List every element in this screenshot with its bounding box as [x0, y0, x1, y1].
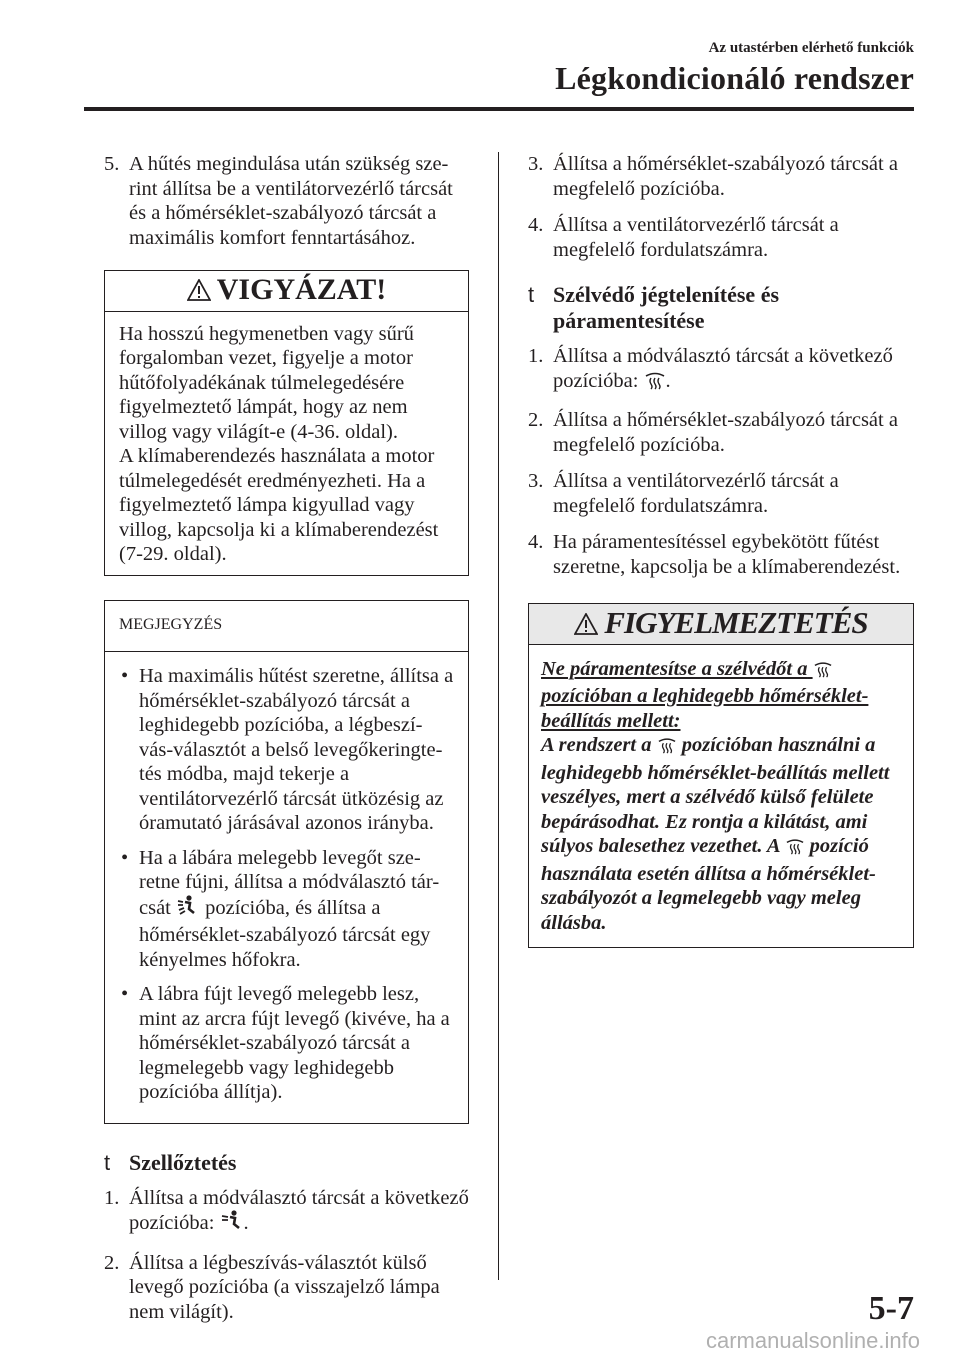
defrost-step-2 — [528, 408, 914, 457]
bullet-text: Ha maximális hűtést szeretne, állítsa a hőmérséklet-szabályozó tárcsát a leghidegebb pozícióba, a légbeszí-vás-választót a belső levegőkeringte-tés módba, majd tekerje a ventilátorvezérlő tárcsát ütközésig az óramutató járásával azonos irányba. — [139, 665, 454, 834]
vent-step-2 — [104, 1251, 469, 1325]
step-text: Állítsa a ventilátorvezérlő tárcsát a megfelelő fordulatszámra. — [553, 470, 839, 517]
caution-paragraph: A klímaberendezés használata a motor túlmelegedését eredményezheti. Ha a figyelmeztető lámpa kigyullad vagy villog, kapcsolja ki a klímaberendezést (7-29. oldal). — [119, 445, 439, 565]
vent-mode-icon — [220, 1210, 244, 1239]
step-text: Állítsa a légbeszívás-választót külső levegő pozícióba (a visszajelző lámpa nem világít). — [129, 1251, 440, 1323]
vent-floor-mode-icon — [176, 895, 200, 924]
warning-paragraph — [541, 733, 899, 935]
bullet-dot: • — [121, 983, 129, 1005]
note-box — [104, 600, 469, 1124]
vent-step-1 — [104, 1186, 469, 1239]
bullet-text: pozícióba, és állítsa a hőmérséklet-szabályozó tárcsát egy kényelmes hőfokra. — [139, 896, 431, 971]
step-3 — [528, 152, 914, 201]
defrost-step-1 — [528, 344, 914, 396]
windshield-defrost-icon — [644, 370, 666, 397]
caution-box — [104, 270, 469, 576]
windshield-defrost-icon — [657, 736, 677, 761]
warning-text: pozíció használata esetén állítsa a hőmérséklet-szabályozót a legmelegebb vagy meleg állásba. — [541, 835, 876, 934]
warning-header — [529, 604, 913, 645]
warning-box — [528, 603, 914, 948]
page-title: Légkondicionáló rendszer — [555, 60, 914, 96]
caution-body — [105, 312, 468, 575]
note-bullet — [119, 982, 454, 1105]
step-number: 4. — [528, 214, 544, 236]
caution-paragraph: Ha hosszú hegymenetben vagy sűrű forgalomban vezet, figyelje a motor hűtőfolyadékának túlmelegedésére figyelmeztető lámpát, hogy az nem villog vagy világít-e (4-36. oldal). — [119, 322, 414, 443]
step-text: Állítsa a hőmérséklet-szabályozó tárcsát a megfelelő pozícióba. — [553, 409, 898, 456]
section-title: Szélvédő jégtelenítése és páramentesítése — [553, 282, 780, 333]
warning-underlined — [541, 657, 899, 734]
step-4 — [528, 213, 914, 262]
header-section: Az utastérben elérhető funkciók — [708, 40, 914, 56]
step-number: 1. — [104, 1186, 120, 1209]
step-text: A hűtés megindulása után szükség sze-rint állítsa be a ventilátorvezérlő tárcsát és a hőmérséklet-szabályozó tárcsát a maximális komfort fenntartásához. — [129, 153, 453, 249]
section-marker: t — [104, 1149, 111, 1175]
section-heading-defrost — [528, 282, 914, 334]
header-rule — [84, 107, 914, 111]
section-title: Szellőztetés — [129, 1149, 237, 1175]
warning-title: FIGYELMEZTETÉS — [604, 605, 868, 640]
step-number: 5. — [104, 153, 120, 175]
step-end: . — [243, 1212, 249, 1234]
step-text: Állítsa a ventilátorvezérlő tárcsát a megfelelő fordulatszámra. — [553, 214, 839, 261]
warning-text: pozícióban a leghidegebb hőmérséklet-beállítás mellett: — [541, 685, 869, 732]
step-number: 2. — [104, 1251, 120, 1274]
step-number: 2. — [528, 409, 544, 431]
bullet-dot: • — [121, 665, 129, 687]
warning-text: pozícióban használni a leghidegebb hőmérséklet-beállítás mellett veszélyes, mert a szélvédő külső felülete bepárásodhat. Ez rontja a kilátást, ami súlyos balesethez vezethet. A — [541, 734, 890, 857]
defrost-step-3 — [528, 469, 914, 518]
note-bullet — [119, 664, 454, 836]
step-number: 3. — [528, 153, 544, 175]
warning-body — [529, 645, 913, 948]
warning-triangle-icon — [187, 279, 211, 305]
step-number: 4. — [528, 531, 544, 553]
left-column — [104, 152, 469, 1336]
step-number: 1. — [528, 345, 544, 367]
note-title: MEGJEGYZÉS — [105, 601, 468, 653]
section-heading-ventilation — [104, 1150, 469, 1176]
step-5 — [104, 152, 469, 250]
right-column — [528, 152, 914, 948]
watermark: carmanualsonline.info — [705, 1328, 920, 1353]
step-text: Állítsa a módválasztó tárcsát a következő pozícióba: — [129, 1186, 469, 1234]
bullet-text: A lábra fújt levegő melegebb lesz, mint az arcra fújt levegő (kivéve, ha a hőmérséklet-szabályozó tárcsát a legmelegebb vagy leghidegebb pozícióba állítja). — [139, 983, 450, 1103]
windshield-defrost-icon — [813, 660, 833, 685]
bullet-dot: • — [121, 846, 129, 869]
step-text: Ha páramentesítéssel egybekötött fűtést szeretne, kapcsolja be a klímaberendezést. — [553, 531, 901, 578]
page-number: 5-7 — [868, 1290, 914, 1327]
note-body — [105, 652, 468, 1123]
caution-header — [105, 271, 468, 312]
section-marker: t — [528, 282, 535, 307]
step-text: Állítsa a hőmérséklet-szabályozó tárcsát a megfelelő pozícióba. — [553, 153, 898, 200]
caution-title: VIGYÁZAT! — [216, 273, 387, 306]
warning-triangle-icon — [574, 613, 598, 638]
step-text: Állítsa a módválasztó tárcsát a következő pozícióba: — [553, 345, 893, 392]
warning-text: A rendszert a — [541, 734, 652, 756]
windshield-defrost-icon — [785, 837, 805, 862]
note-bullet — [119, 846, 454, 973]
column-divider — [498, 152, 499, 1280]
step-end: . — [665, 369, 671, 392]
bullet-text: Ha a lábára melegebb levegőt sze-retne fújni, állítsa a módválasztó tár-csát — [139, 846, 440, 919]
step-number: 3. — [528, 470, 544, 492]
warning-text: Ne páramentesítse a szélvédőt a — [541, 657, 808, 680]
defrost-step-4 — [528, 530, 914, 579]
